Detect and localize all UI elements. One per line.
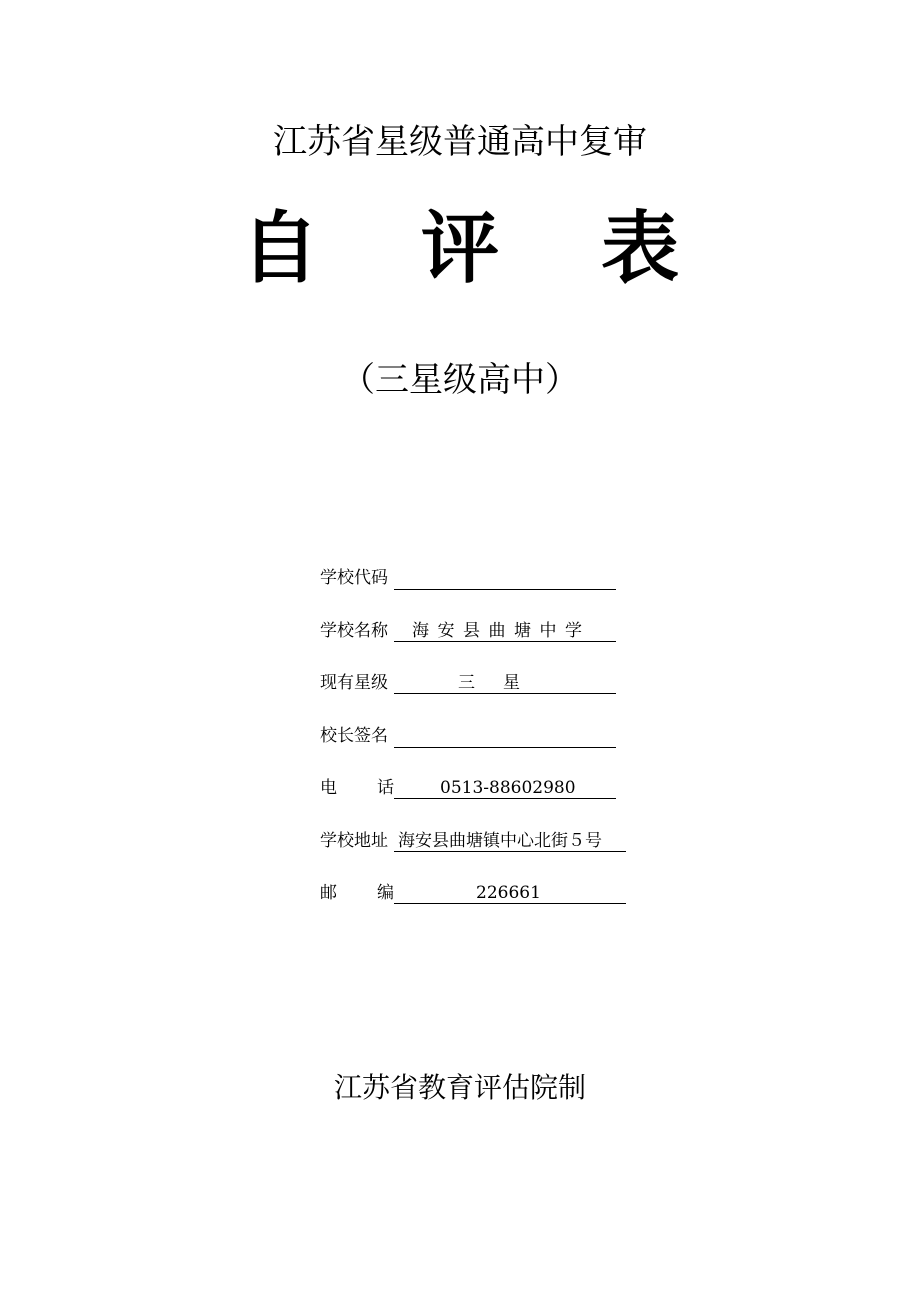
phone-label: [320, 776, 394, 800]
main-title-char-2: 评: [420, 204, 499, 294]
document-main-title: [0, 186, 920, 298]
current-star-label: 现有星级: [320, 673, 388, 693]
document-issuer: 江苏省教育评估院制: [333, 1071, 586, 1104]
current-star-value-b: 星: [503, 673, 520, 693]
postcode-row: [320, 881, 640, 934]
current-star-field: [394, 671, 616, 694]
postcode-label: [320, 881, 394, 905]
address-label: 学校地址: [320, 830, 388, 851]
phone-field: 0513-88602980: [394, 776, 616, 799]
document-subtitle: （三星级高中）: [341, 360, 579, 400]
school-name-row: [320, 619, 640, 672]
principal-signature-label: 校长签名: [320, 725, 388, 746]
address-field: 海安县曲塘镇中心北街５号: [394, 829, 626, 852]
document-header: 江苏省星级普通高中复审: [273, 122, 647, 162]
postcode-label-b: 编: [377, 883, 394, 903]
main-title-char-1: 自: [240, 204, 319, 294]
address-row: [320, 829, 640, 882]
school-name-label: 学校名称: [320, 620, 388, 641]
school-code-row: [320, 566, 640, 619]
school-info-form: [320, 566, 640, 934]
phone-row: [320, 776, 640, 829]
phone-label-b: 话: [377, 778, 394, 798]
principal-signature-row: [320, 724, 640, 777]
postcode-label-a: 邮: [320, 883, 337, 903]
current-star-row: [320, 671, 640, 724]
school-name-field: 海安县曲塘中学: [394, 619, 616, 642]
postcode-field: 226661: [394, 881, 626, 904]
school-code-label: 学校代码: [320, 568, 388, 588]
phone-label-a: 电: [320, 778, 337, 798]
principal-signature-field: [394, 724, 616, 748]
current-star-value-a: 三: [458, 673, 475, 693]
school-code-field: [394, 566, 616, 590]
main-title-char-3: 表: [600, 204, 679, 294]
